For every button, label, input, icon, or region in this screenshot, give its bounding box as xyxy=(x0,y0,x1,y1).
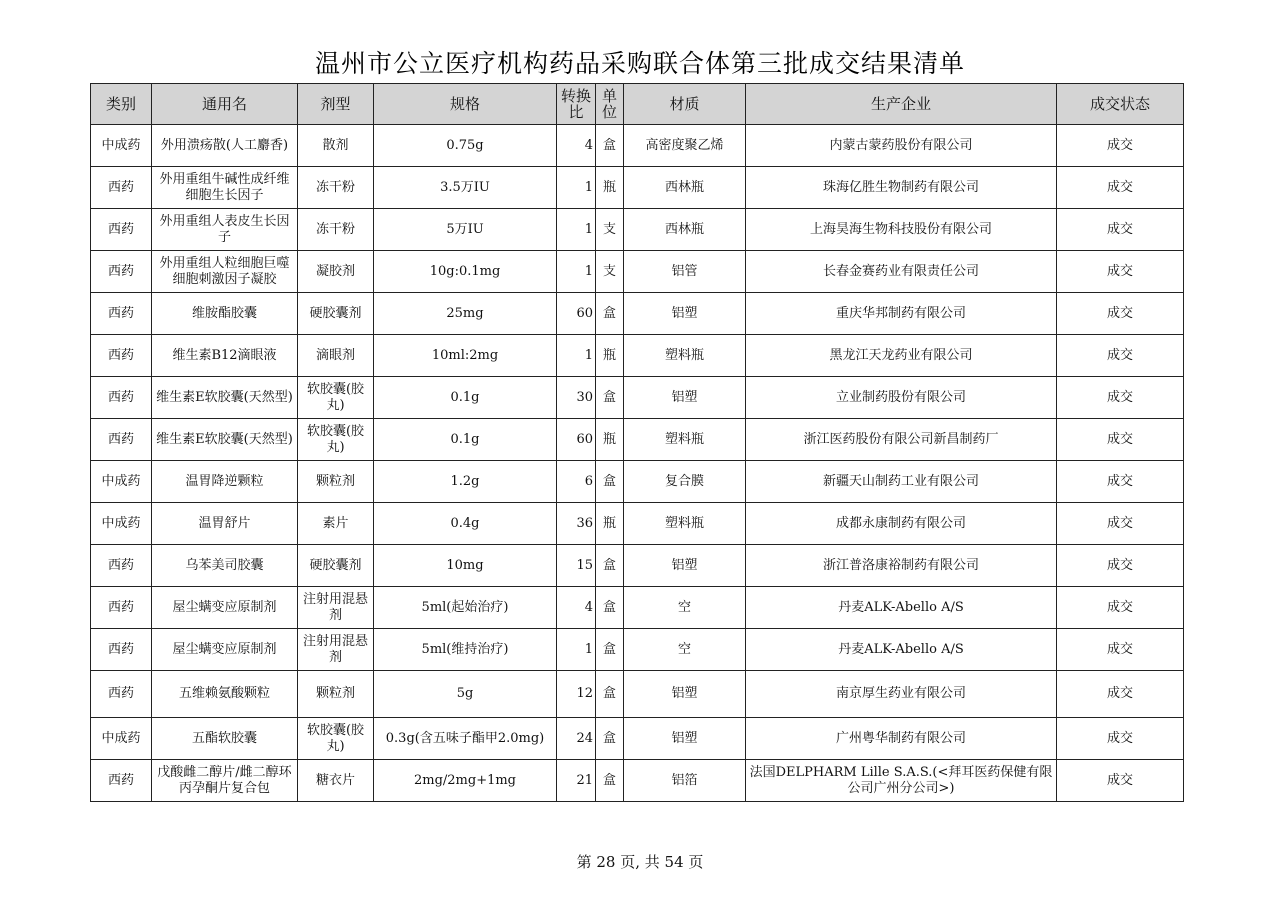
cell-material: 空 xyxy=(624,629,746,671)
cell-conversion: 24 xyxy=(557,718,596,760)
cell-dosage-form: 注射用混悬剂 xyxy=(298,587,374,629)
cell-manufacturer: 上海昊海生物科技股份有限公司 xyxy=(746,209,1057,251)
cell-status: 成交 xyxy=(1057,251,1184,293)
cell-generic-name: 五维赖氨酸颗粒 xyxy=(152,671,298,718)
cell-status: 成交 xyxy=(1057,293,1184,335)
cell-generic-name: 五酯软胶囊 xyxy=(152,718,298,760)
cell-category: 中成药 xyxy=(91,718,152,760)
cell-dosage-form: 冻干粉 xyxy=(298,209,374,251)
cell-manufacturer: 新疆天山制药工业有限公司 xyxy=(746,461,1057,503)
cell-status: 成交 xyxy=(1057,545,1184,587)
cell-spec: 0.1g xyxy=(374,377,557,419)
cell-dosage-form: 注射用混悬剂 xyxy=(298,629,374,671)
cell-unit: 盒 xyxy=(596,587,624,629)
cell-spec: 5ml(维持治疗) xyxy=(374,629,557,671)
cell-conversion: 4 xyxy=(557,125,596,167)
cell-status: 成交 xyxy=(1057,419,1184,461)
cell-generic-name: 屋尘螨变应原制剂 xyxy=(152,587,298,629)
cell-material: 西林瓶 xyxy=(624,167,746,209)
cell-category: 西药 xyxy=(91,760,152,802)
table-row xyxy=(91,377,1184,419)
cell-manufacturer: 浙江普洛康裕制药有限公司 xyxy=(746,545,1057,587)
cell-generic-name: 乌苯美司胶囊 xyxy=(152,545,298,587)
cell-status: 成交 xyxy=(1057,377,1184,419)
cell-dosage-form: 软胶囊(胶丸) xyxy=(298,377,374,419)
cell-unit: 盒 xyxy=(596,461,624,503)
cell-manufacturer: 广州粤华制药有限公司 xyxy=(746,718,1057,760)
cell-spec: 10mg xyxy=(374,545,557,587)
cell-dosage-form: 冻干粉 xyxy=(298,167,374,209)
cell-spec: 0.75g xyxy=(374,125,557,167)
cell-unit: 盒 xyxy=(596,760,624,802)
cell-status: 成交 xyxy=(1057,629,1184,671)
cell-material: 复合膜 xyxy=(624,461,746,503)
cell-dosage-form: 糖衣片 xyxy=(298,760,374,802)
cell-material: 铝塑 xyxy=(624,377,746,419)
cell-generic-name: 屋尘螨变应原制剂 xyxy=(152,629,298,671)
cell-spec: 5ml(起始治疗) xyxy=(374,587,557,629)
cell-manufacturer: 长春金赛药业有限责任公司 xyxy=(746,251,1057,293)
cell-dosage-form: 颗粒剂 xyxy=(298,461,374,503)
table-row xyxy=(91,293,1184,335)
table-row xyxy=(91,125,1184,167)
cell-category: 西药 xyxy=(91,629,152,671)
cell-conversion: 60 xyxy=(557,419,596,461)
table-row xyxy=(91,760,1184,802)
cell-category: 西药 xyxy=(91,293,152,335)
cell-spec: 10ml:2mg xyxy=(374,335,557,377)
cell-generic-name: 外用溃疡散(人工麝香) xyxy=(152,125,298,167)
cell-dosage-form: 素片 xyxy=(298,503,374,545)
table-row xyxy=(91,503,1184,545)
cell-conversion: 36 xyxy=(557,503,596,545)
cell-conversion: 1 xyxy=(557,629,596,671)
table-row xyxy=(91,167,1184,209)
table-row xyxy=(91,209,1184,251)
cell-spec: 25mg xyxy=(374,293,557,335)
table-row xyxy=(91,335,1184,377)
cell-dosage-form: 滴眼剂 xyxy=(298,335,374,377)
cell-unit: 瓶 xyxy=(596,503,624,545)
table-row xyxy=(91,629,1184,671)
cell-status: 成交 xyxy=(1057,718,1184,760)
table-row xyxy=(91,545,1184,587)
cell-dosage-form: 硬胶囊剂 xyxy=(298,293,374,335)
cell-unit: 瓶 xyxy=(596,167,624,209)
cell-manufacturer: 成都永康制药有限公司 xyxy=(746,503,1057,545)
header-conversion: 转换比 xyxy=(557,84,596,125)
cell-unit: 支 xyxy=(596,251,624,293)
cell-status: 成交 xyxy=(1057,671,1184,718)
results-table xyxy=(90,83,1184,802)
cell-dosage-form: 软胶囊(胶丸) xyxy=(298,419,374,461)
table-row xyxy=(91,671,1184,718)
cell-material: 铝管 xyxy=(624,251,746,293)
cell-unit: 盒 xyxy=(596,718,624,760)
cell-conversion: 6 xyxy=(557,461,596,503)
cell-unit: 盒 xyxy=(596,545,624,587)
cell-category: 中成药 xyxy=(91,461,152,503)
cell-generic-name: 维生素E软胶囊(天然型) xyxy=(152,419,298,461)
cell-category: 西药 xyxy=(91,251,152,293)
cell-material: 铝塑 xyxy=(624,293,746,335)
cell-spec: 0.1g xyxy=(374,419,557,461)
cell-dosage-form: 硬胶囊剂 xyxy=(298,545,374,587)
cell-unit: 支 xyxy=(596,209,624,251)
cell-category: 西药 xyxy=(91,335,152,377)
page-title: 温州市公立医疗机构药品采购联合体第三批成交结果清单 xyxy=(314,49,965,78)
cell-generic-name: 维生素B12滴眼液 xyxy=(152,335,298,377)
cell-unit: 盒 xyxy=(596,293,624,335)
cell-material: 铝塑 xyxy=(624,718,746,760)
cell-conversion: 1 xyxy=(557,251,596,293)
cell-status: 成交 xyxy=(1057,503,1184,545)
cell-generic-name: 温胃舒片 xyxy=(152,503,298,545)
cell-generic-name: 维生素E软胶囊(天然型) xyxy=(152,377,298,419)
cell-status: 成交 xyxy=(1057,125,1184,167)
cell-conversion: 15 xyxy=(557,545,596,587)
cell-manufacturer: 法国DELPHARM Lille S.A.S.(<拜耳医药保健有限公司广州分公司>) xyxy=(746,760,1057,802)
cell-category: 西药 xyxy=(91,167,152,209)
cell-unit: 盒 xyxy=(596,377,624,419)
cell-category: 西药 xyxy=(91,545,152,587)
cell-spec: 5万IU xyxy=(374,209,557,251)
header-category: 类别 xyxy=(91,84,152,125)
cell-category: 西药 xyxy=(91,209,152,251)
table-row xyxy=(91,587,1184,629)
cell-conversion: 4 xyxy=(557,587,596,629)
cell-category: 西药 xyxy=(91,671,152,718)
cell-generic-name: 外用重组人粒细胞巨噬细胞刺激因子凝胶 xyxy=(152,251,298,293)
cell-conversion: 21 xyxy=(557,760,596,802)
cell-manufacturer: 立业制药股份有限公司 xyxy=(746,377,1057,419)
cell-generic-name: 温胃降逆颗粒 xyxy=(152,461,298,503)
cell-unit: 盒 xyxy=(596,629,624,671)
cell-status: 成交 xyxy=(1057,760,1184,802)
cell-spec: 0.3g(含五味子酯甲2.0mg) xyxy=(374,718,557,760)
cell-material: 塑料瓶 xyxy=(624,335,746,377)
cell-material: 空 xyxy=(624,587,746,629)
cell-status: 成交 xyxy=(1057,587,1184,629)
cell-unit: 瓶 xyxy=(596,419,624,461)
cell-material: 高密度聚乙烯 xyxy=(624,125,746,167)
cell-manufacturer: 黑龙江天龙药业有限公司 xyxy=(746,335,1057,377)
cell-conversion: 1 xyxy=(557,209,596,251)
page-number: 第 28 页, 共 54 页 xyxy=(576,853,704,871)
header-status: 成交状态 xyxy=(1057,84,1184,125)
cell-status: 成交 xyxy=(1057,335,1184,377)
cell-conversion: 1 xyxy=(557,335,596,377)
cell-unit: 盒 xyxy=(596,671,624,718)
header-dosage-form: 剂型 xyxy=(298,84,374,125)
cell-spec: 0.4g xyxy=(374,503,557,545)
cell-manufacturer: 浙江医药股份有限公司新昌制药厂 xyxy=(746,419,1057,461)
cell-dosage-form: 颗粒剂 xyxy=(298,671,374,718)
cell-conversion: 12 xyxy=(557,671,596,718)
cell-material: 塑料瓶 xyxy=(624,503,746,545)
cell-manufacturer: 重庆华邦制药有限公司 xyxy=(746,293,1057,335)
cell-spec: 10g:0.1mg xyxy=(374,251,557,293)
cell-material: 铝塑 xyxy=(624,671,746,718)
cell-generic-name: 外用重组人表皮生长因子 xyxy=(152,209,298,251)
cell-manufacturer: 珠海亿胜生物制药有限公司 xyxy=(746,167,1057,209)
cell-status: 成交 xyxy=(1057,167,1184,209)
cell-conversion: 1 xyxy=(557,167,596,209)
cell-spec: 2mg/2mg+1mg xyxy=(374,760,557,802)
header-generic-name: 通用名 xyxy=(152,84,298,125)
cell-generic-name: 维胺酯胶囊 xyxy=(152,293,298,335)
cell-dosage-form: 软胶囊(胶丸) xyxy=(298,718,374,760)
cell-status: 成交 xyxy=(1057,209,1184,251)
cell-manufacturer: 丹麦ALK-Abello A/S xyxy=(746,587,1057,629)
table-header-row xyxy=(91,84,1184,125)
cell-manufacturer: 丹麦ALK-Abello A/S xyxy=(746,629,1057,671)
table-row xyxy=(91,251,1184,293)
cell-conversion: 60 xyxy=(557,293,596,335)
table-row xyxy=(91,461,1184,503)
cell-category: 中成药 xyxy=(91,125,152,167)
cell-material: 铝箔 xyxy=(624,760,746,802)
header-unit: 单位 xyxy=(596,84,624,125)
cell-status: 成交 xyxy=(1057,461,1184,503)
cell-generic-name: 戊酸雌二醇片/雌二醇环丙孕酮片复合包 xyxy=(152,760,298,802)
cell-manufacturer: 内蒙古蒙药股份有限公司 xyxy=(746,125,1057,167)
cell-conversion: 30 xyxy=(557,377,596,419)
cell-dosage-form: 凝胶剂 xyxy=(298,251,374,293)
header-manufacturer: 生产企业 xyxy=(746,84,1057,125)
cell-unit: 盒 xyxy=(596,125,624,167)
cell-category: 西药 xyxy=(91,419,152,461)
cell-spec: 3.5万IU xyxy=(374,167,557,209)
cell-manufacturer: 南京厚生药业有限公司 xyxy=(746,671,1057,718)
header-spec: 规格 xyxy=(374,84,557,125)
cell-category: 中成药 xyxy=(91,503,152,545)
cell-spec: 5g xyxy=(374,671,557,718)
cell-category: 西药 xyxy=(91,377,152,419)
cell-material: 塑料瓶 xyxy=(624,419,746,461)
cell-material: 铝塑 xyxy=(624,545,746,587)
cell-spec: 1.2g xyxy=(374,461,557,503)
cell-unit: 瓶 xyxy=(596,335,624,377)
cell-material: 西林瓶 xyxy=(624,209,746,251)
cell-category: 西药 xyxy=(91,587,152,629)
table-row xyxy=(91,419,1184,461)
header-material: 材质 xyxy=(624,84,746,125)
table-row xyxy=(91,718,1184,760)
cell-dosage-form: 散剂 xyxy=(298,125,374,167)
cell-generic-name: 外用重组牛碱性成纤维细胞生长因子 xyxy=(152,167,298,209)
